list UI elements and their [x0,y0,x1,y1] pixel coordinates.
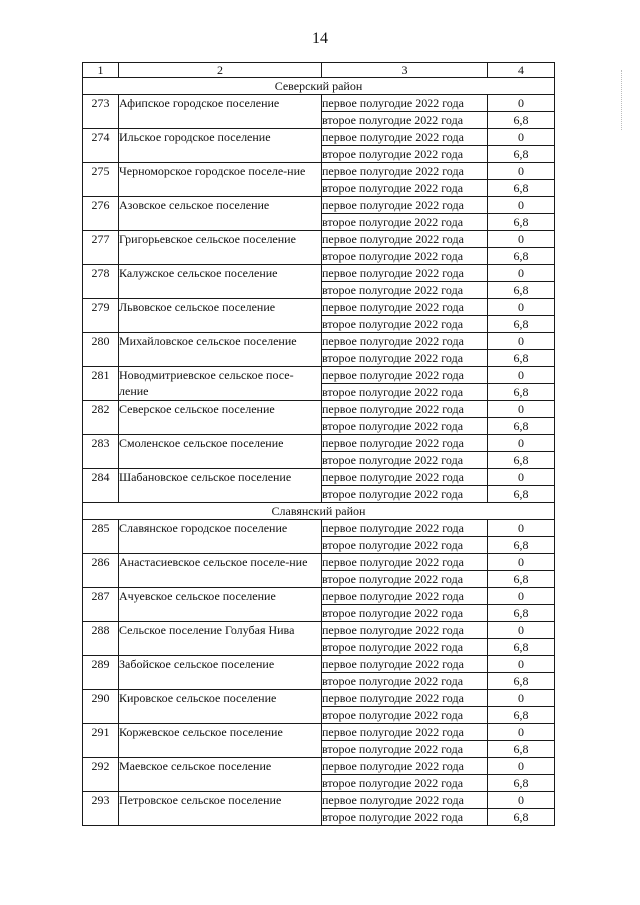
value-second-half: 6,8 [488,214,555,231]
table-row [83,588,555,605]
column-header-2: 2 [119,63,322,78]
row-number: 274 [83,129,119,163]
row-number: 278 [83,265,119,299]
row-number: 273 [83,95,119,129]
value-first-half: 0 [488,299,555,316]
period-second-half: второе полугодие 2022 года [322,214,488,231]
period-first-half: первое полугодие 2022 года [322,197,488,214]
period-second-half: второе полугодие 2022 года [322,316,488,333]
settlement-name: Новодмитриевское сельское посе-ление [119,367,322,401]
value-first-half: 0 [488,95,555,112]
row-number: 286 [83,554,119,588]
row-number: 287 [83,588,119,622]
table-row [83,622,555,639]
value-first-half: 0 [488,724,555,741]
value-first-half: 0 [488,520,555,537]
value-second-half: 6,8 [488,639,555,656]
row-number: 290 [83,690,119,724]
value-first-half: 0 [488,758,555,775]
period-second-half: второе полугодие 2022 года [322,248,488,265]
value-second-half: 6,8 [488,673,555,690]
table-row [83,435,555,452]
table-row [83,554,555,571]
period-second-half: второе полугодие 2022 года [322,418,488,435]
period-first-half: первое полугодие 2022 года [322,367,488,384]
row-number: 293 [83,792,119,826]
table-row [83,469,555,486]
period-second-half: второе полугодие 2022 года [322,350,488,367]
period-first-half: первое полугодие 2022 года [322,792,488,809]
value-second-half: 6,8 [488,248,555,265]
period-first-half: первое полугодие 2022 года [322,724,488,741]
period-second-half: второе полугодие 2022 года [322,571,488,588]
table-body [83,63,555,826]
row-number: 281 [83,367,119,401]
value-first-half: 0 [488,401,555,418]
settlement-name: Коржевское сельское поселение [119,724,322,758]
period-second-half: второе полугодие 2022 года [322,605,488,622]
value-first-half: 0 [488,265,555,282]
value-second-half: 6,8 [488,350,555,367]
column-header-3: 3 [322,63,488,78]
period-second-half: второе полугодие 2022 года [322,809,488,826]
value-first-half: 0 [488,129,555,146]
value-first-half: 0 [488,163,555,180]
period-first-half: первое полугодие 2022 года [322,163,488,180]
period-first-half: первое полугодие 2022 года [322,299,488,316]
region-header-row [83,78,555,95]
period-second-half: второе полугодие 2022 года [322,537,488,554]
value-second-half: 6,8 [488,775,555,792]
table-row [83,333,555,350]
settlement-name: Северское сельское поселение [119,401,322,435]
period-second-half: второе полугодие 2022 года [322,112,488,129]
settlement-name: Шабановское сельское поселение [119,469,322,503]
value-first-half: 0 [488,792,555,809]
value-first-half: 0 [488,333,555,350]
table-row [83,656,555,673]
period-second-half: второе полугодие 2022 года [322,146,488,163]
table-row [83,197,555,214]
table-row [83,724,555,741]
row-number: 283 [83,435,119,469]
row-number: 277 [83,231,119,265]
settlement-name: Ачуевское сельское поселение [119,588,322,622]
table-row [83,758,555,775]
table-row [83,299,555,316]
table-row [83,265,555,282]
row-number: 285 [83,520,119,554]
value-first-half: 0 [488,588,555,605]
value-second-half: 6,8 [488,605,555,622]
settlement-name: Анастасиевское сельское поселе-ние [119,554,322,588]
period-first-half: первое полугодие 2022 года [322,231,488,248]
period-first-half: первое полугодие 2022 года [322,129,488,146]
settlement-name: Смоленское сельское поселение [119,435,322,469]
period-first-half: первое полугодие 2022 года [322,690,488,707]
value-second-half: 6,8 [488,452,555,469]
settlement-name: Забойское сельское поселение [119,656,322,690]
period-first-half: первое полугодие 2022 года [322,435,488,452]
table-row [83,401,555,418]
settlement-name: Кировское сельское поселение [119,690,322,724]
value-second-half: 6,8 [488,571,555,588]
value-second-half: 6,8 [488,282,555,299]
value-second-half: 6,8 [488,112,555,129]
period-second-half: второе полугодие 2022 года [322,384,488,401]
row-number: 280 [83,333,119,367]
period-first-half: первое полугодие 2022 года [322,588,488,605]
settlement-name: Сельское поселение Голубая Нива [119,622,322,656]
settlement-name: Петровское сельское поселение [119,792,322,826]
period-first-half: первое полугодие 2022 года [322,469,488,486]
table-row [83,163,555,180]
settlement-name: Михайловское сельское поселение [119,333,322,367]
column-header-4: 4 [488,63,555,78]
settlement-name: Славянское городское поселение [119,520,322,554]
settlement-name: Калужское сельское поселение [119,265,322,299]
period-second-half: второе полугодие 2022 года [322,673,488,690]
allocation-table [82,62,555,826]
table-row [83,690,555,707]
table-row [83,520,555,537]
period-second-half: второе полугодие 2022 года [322,775,488,792]
value-second-half: 6,8 [488,707,555,724]
row-number: 282 [83,401,119,435]
region-header-row [83,503,555,520]
period-first-half: первое полугодие 2022 года [322,622,488,639]
row-number: 291 [83,724,119,758]
column-header-1: 1 [83,63,119,78]
settlement-name: Черноморское городское поселе-ние [119,163,322,197]
period-first-half: первое полугодие 2022 года [322,758,488,775]
table-row [83,95,555,112]
column-header-row [83,63,555,78]
row-number: 276 [83,197,119,231]
value-second-half: 6,8 [488,316,555,333]
period-second-half: второе полугодие 2022 года [322,282,488,299]
region-name: Северский район [83,78,555,95]
value-first-half: 0 [488,367,555,384]
value-first-half: 0 [488,554,555,571]
settlement-name: Азовское сельское поселение [119,197,322,231]
value-first-half: 0 [488,197,555,214]
value-second-half: 6,8 [488,809,555,826]
value-first-half: 0 [488,690,555,707]
scan-edge-mark [621,70,628,130]
period-second-half: второе полугодие 2022 года [322,639,488,656]
value-first-half: 0 [488,231,555,248]
value-second-half: 6,8 [488,537,555,554]
period-first-half: первое полугодие 2022 года [322,265,488,282]
period-first-half: первое полугодие 2022 года [322,95,488,112]
period-second-half: второе полугодие 2022 года [322,180,488,197]
row-number: 289 [83,656,119,690]
table-row [83,792,555,809]
period-first-half: первое полугодие 2022 года [322,554,488,571]
settlement-name: Маевское сельское поселение [119,758,322,792]
table-row [83,129,555,146]
value-first-half: 0 [488,622,555,639]
table-row [83,231,555,248]
period-first-half: первое полугодие 2022 года [322,520,488,537]
settlement-name: Львовское сельское поселение [119,299,322,333]
period-second-half: второе полугодие 2022 года [322,707,488,724]
value-second-half: 6,8 [488,418,555,435]
period-first-half: первое полугодие 2022 года [322,656,488,673]
value-second-half: 6,8 [488,384,555,401]
row-number: 275 [83,163,119,197]
settlement-name: Ильское городское поселение [119,129,322,163]
row-number: 279 [83,299,119,333]
table-row [83,367,555,384]
value-first-half: 0 [488,656,555,673]
value-second-half: 6,8 [488,486,555,503]
row-number: 288 [83,622,119,656]
settlement-name: Григорьевское сельское поселение [119,231,322,265]
value-second-half: 6,8 [488,180,555,197]
value-second-half: 6,8 [488,146,555,163]
period-second-half: второе полугодие 2022 года [322,741,488,758]
value-first-half: 0 [488,435,555,452]
row-number: 292 [83,758,119,792]
settlement-name: Афипское городское поселение [119,95,322,129]
period-first-half: первое полугодие 2022 года [322,333,488,350]
value-second-half: 6,8 [488,741,555,758]
page-number: 14 [312,30,328,47]
row-number: 284 [83,469,119,503]
value-first-half: 0 [488,469,555,486]
period-first-half: первое полугодие 2022 года [322,401,488,418]
period-second-half: второе полугодие 2022 года [322,452,488,469]
region-name: Славянский район [83,503,555,520]
period-second-half: второе полугодие 2022 года [322,486,488,503]
